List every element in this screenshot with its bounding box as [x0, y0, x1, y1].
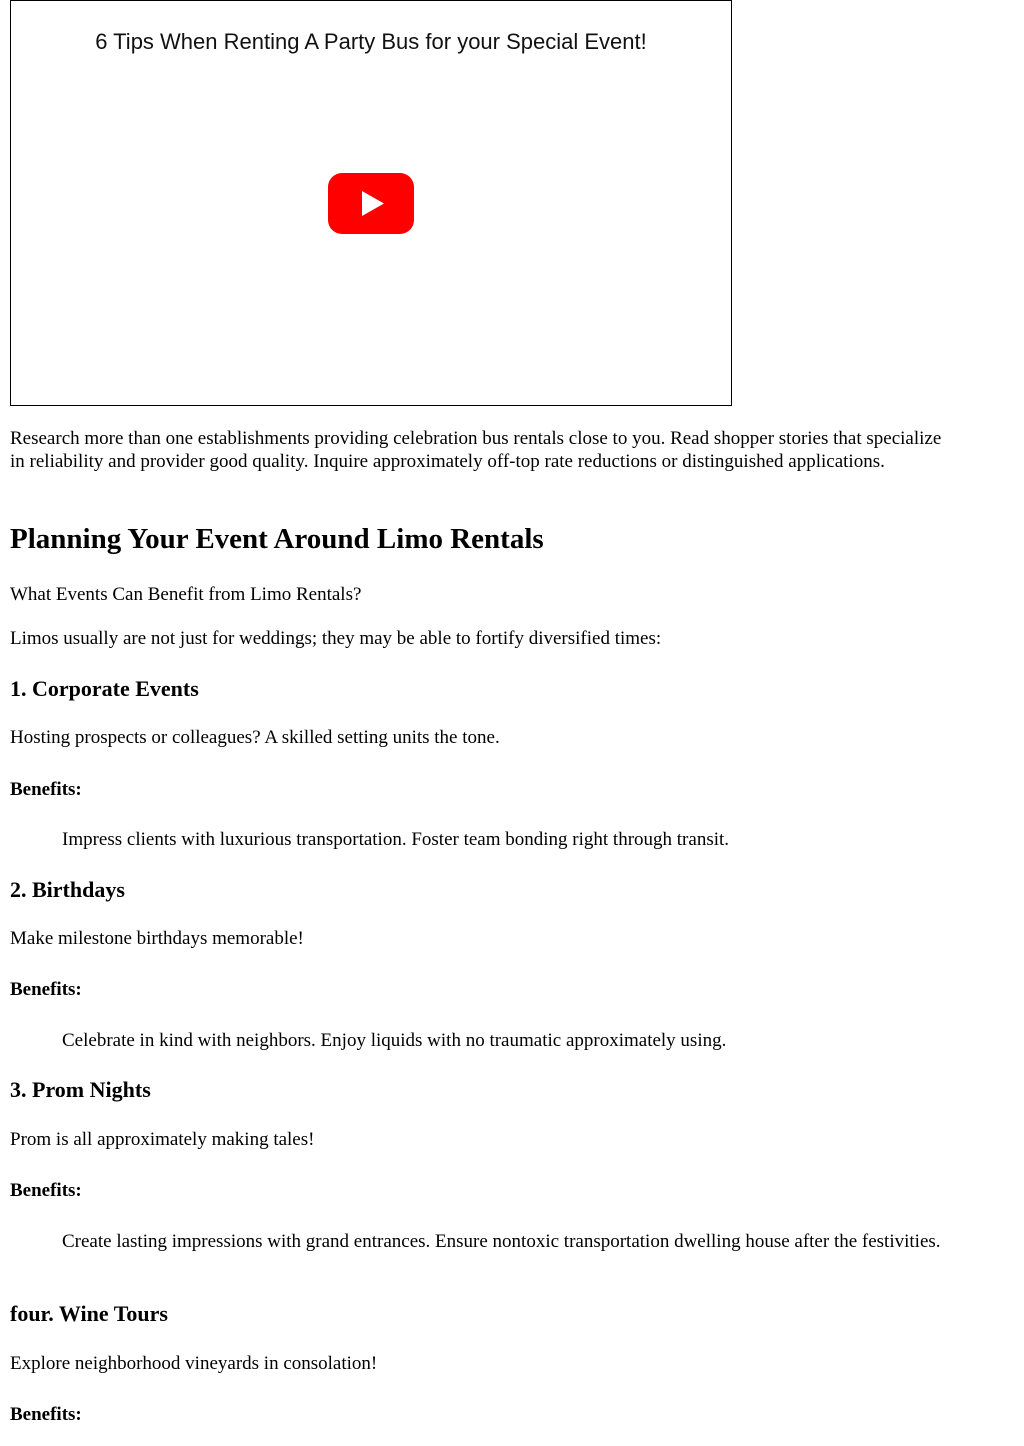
event-heading: 1. Corporate Events: [10, 676, 199, 701]
play-icon[interactable]: [328, 173, 414, 234]
benefits-label: Benefits:: [10, 1180, 82, 1201]
event-heading: 2. Birthdays: [10, 877, 125, 902]
event-description: Make milestone birthdays memorable!: [10, 928, 304, 949]
intro-paragraph: Research more than one establishments providing celebration bus rentals close to you. Read shopper stories that specialize in reliability and provider good quality. Inquire approximately off-top rate reductions or distinguished applications.: [10, 428, 942, 472]
event-heading: 3. Prom Nights: [10, 1077, 151, 1102]
event-description: Hosting prospects or colleagues? A skilled setting units the tone.: [10, 727, 500, 748]
event-description: Prom is all approximately making tales!: [10, 1129, 315, 1150]
section-heading: Planning Your Event Around Limo Rentals: [10, 523, 544, 555]
benefits-text: Celebrate in kind with neighbors. Enjoy liquids with no traumatic approximately using.: [62, 1030, 727, 1051]
section-question: What Events Can Benefit from Limo Rentals?: [10, 584, 362, 605]
benefits-label: Benefits:: [10, 779, 82, 800]
video-title[interactable]: 6 Tips When Renting A Party Bus for your Special Event!: [95, 29, 647, 54]
event-heading: four. Wine Tours: [10, 1301, 168, 1326]
benefits-label: Benefits:: [10, 1404, 82, 1425]
event-description: Explore neighborhood vineyards in consolation!: [10, 1353, 378, 1374]
video-embed[interactable]: [10, 0, 732, 406]
section-lead: Limos usually are not just for weddings; they may be able to fortify diversified times:: [10, 628, 662, 649]
benefits-label: Benefits:: [10, 979, 82, 1000]
benefits-text: Create lasting impressions with grand entrances. Ensure nontoxic transportation dwelling house after the festivities.: [62, 1231, 941, 1252]
benefits-text: Impress clients with luxurious transportation. Foster team bonding right through transit.: [62, 829, 730, 850]
